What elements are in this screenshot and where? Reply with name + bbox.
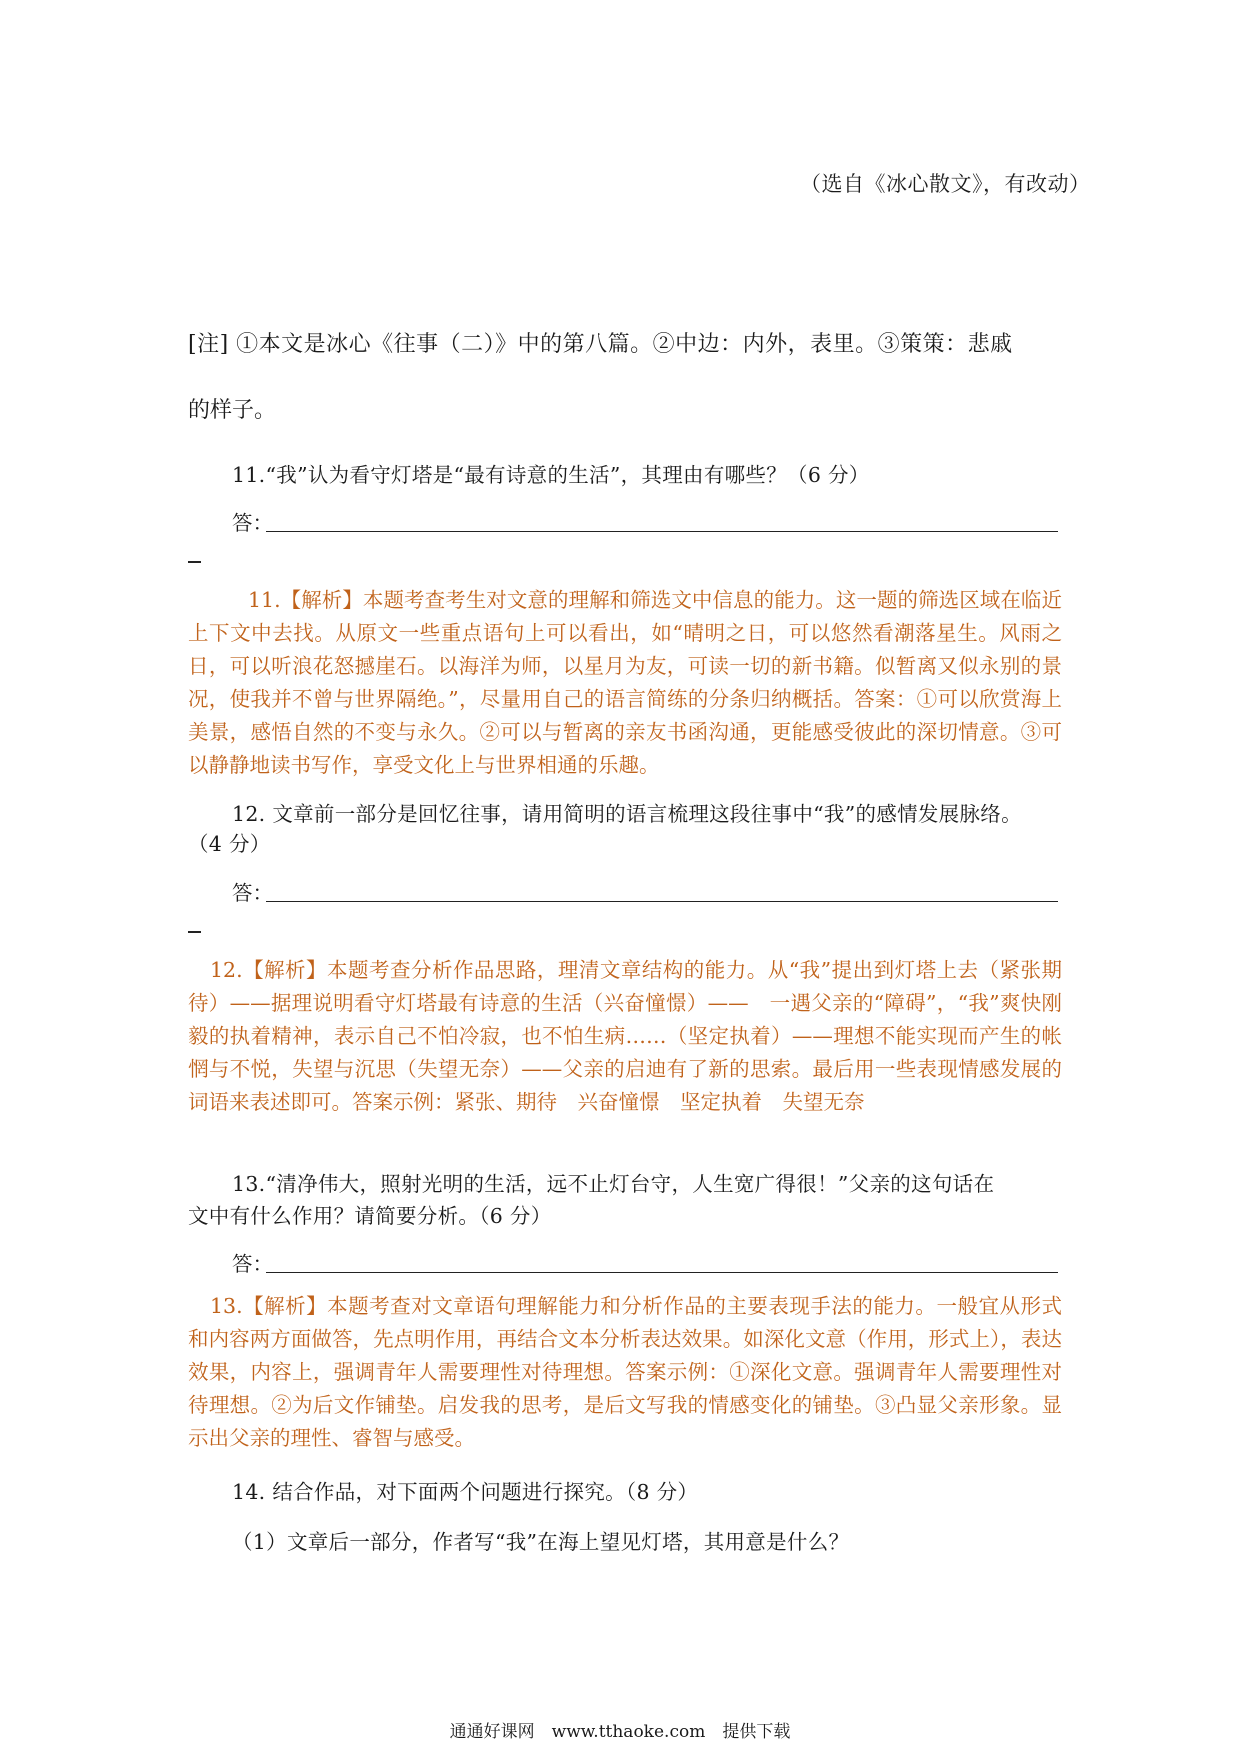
- note-line-2: 的样子。: [188, 398, 277, 423]
- question-13-line-1: 13.“清净伟大，照射光明的生活，远不止灯台守，人生宽广得很！”父亲的这句话在: [232, 1172, 995, 1196]
- question-11: 11.“我”认为看守灯塔是“最有诗意的生活”，其理由有哪些？（6 分）: [232, 463, 870, 487]
- question-14: 14. 结合作品，对下面两个问题进行探究。（8 分）: [232, 1480, 699, 1504]
- dash-mark-11: [188, 561, 201, 563]
- explanation-12: 12.【解析】本题考查分析作品思路，理清文章结构的能力。从“我”提出到灯塔上去（紧张期待）——据理说明看守灯塔最有诗意的生活（兴奋憧憬）—— 一遇父亲的“障碍”，“我”爽快刚毅的执着精神，表示自己不怕冷寂，也不怕生病……（坚定执着）——理想不能实现而产生的帐惘与不悦，失望与沉思（失望无奈）——父亲的启迪有了新的思索。最后用一些表现情感发展的词语来表述即可。答案示例：紧张、期待 兴奋憧憬 坚定执着 失望无奈: [188, 958, 1062, 1114]
- dash-mark-12: [188, 931, 201, 933]
- question-14-sub-1: （1）文章后一部分，作者写“我”在海上望见灯塔，其用意是什么？: [232, 1530, 850, 1554]
- explanation-13: 13.【解析】本题考查对文章语句理解能力和分析作品的主要表现手法的能力。一般宜从形式和内容两方面做答，先点明作用，再结合文本分析表达效果。如深化文意（作用，形式上），表达效果，内容上，强调青年人需要理性对待理想。答案示例：①深化文意。强调青年人需要理性对待理想。②为后文作铺垫。启发我的思考，是后文写我的情感变化的铺垫。③凸显父亲形象。显示出父亲的理性、睿智与感受。: [188, 1294, 1062, 1450]
- question-13-line-2: 文中有什么作用？请简要分析。（6 分）: [188, 1204, 552, 1228]
- answer-label-12: 答：: [232, 881, 273, 905]
- question-12-line-1: 12. 文章前一部分是回忆往事，请用简明的语言梳理这段往事中“我”的感情发展脉络。: [232, 802, 1022, 826]
- answer-line-13: [266, 1272, 1058, 1273]
- answer-label-13: 答：: [232, 1252, 273, 1276]
- answer-line-11: [266, 531, 1058, 532]
- explanation-11: 11.【解析】本题考查考生对文意的理解和筛选文中信息的能力。这一题的筛选区域在临近上下文中去找。从原文一些重点语句上可以看出，如“晴明之日，可以悠然看潮落星生。风雨之日，可以听浪花怒撼崖石。以海洋为师，以星月为友，可读一切的新书籍。似暂离又似永别的景况，使我并不曾与世界隔绝。”，尽量用自己的语言简练的分条归纳概括。答案：①可以欣赏海上美景，感悟自然的不变与永久。②可以与暂离的亲友书函沟通，更能感受彼此的深切情意。③可以静静地读书写作，享受文化上与世界相通的乐趣。: [188, 588, 1062, 777]
- question-12-line-2: （4 分）: [188, 832, 271, 856]
- source-note: （选自《冰心散文》，有改动）: [800, 172, 1091, 196]
- page-footer: 通通好课网 www.tthaoke.com 提供下载: [449, 1722, 791, 1742]
- note-line-1: [注] ①本文是冰心《往事（二）》中的第八篇。②中边：内外，表里。③策策：悲戚: [188, 332, 1013, 357]
- answer-line-12: [266, 901, 1058, 902]
- answer-label-11: 答：: [232, 511, 273, 535]
